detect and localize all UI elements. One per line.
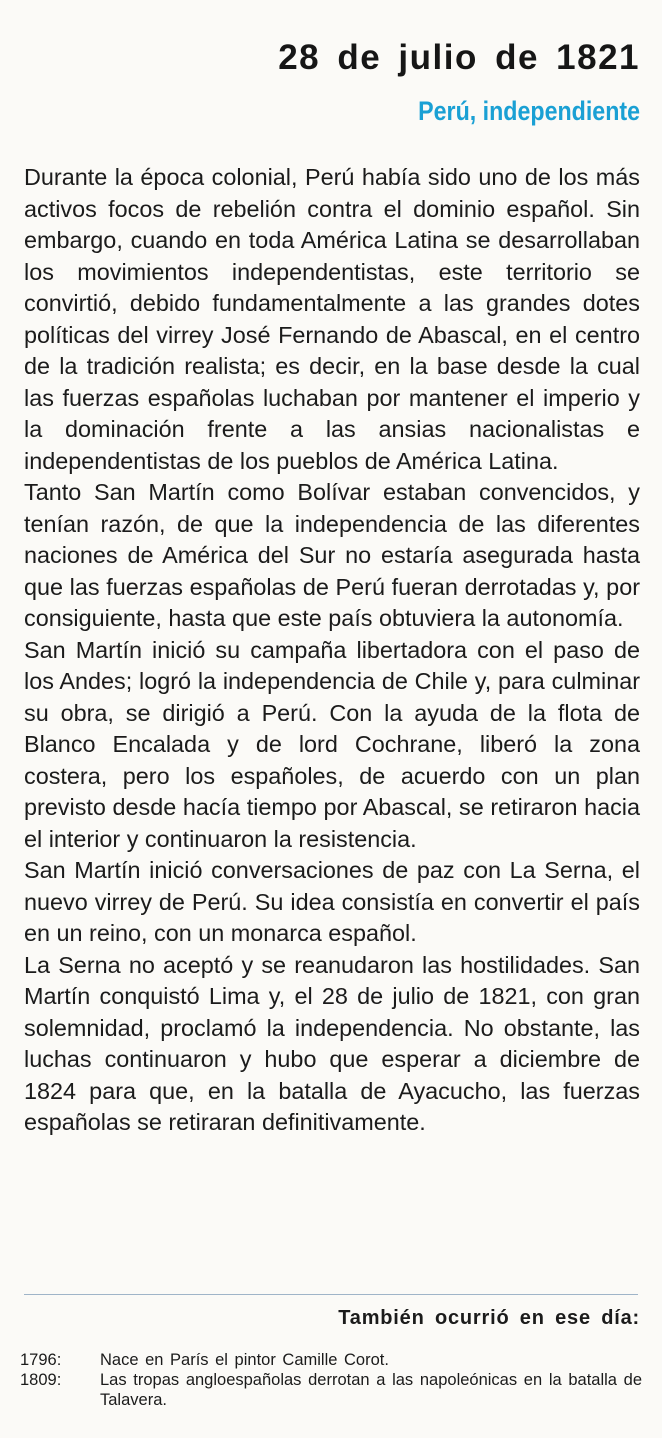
- event-description: Nace en París el pintor Camille Corot.: [100, 1351, 389, 1369]
- event-year: 1796:: [20, 1351, 62, 1369]
- paragraph: Tanto San Martín como Bolívar estaban convencidos, y tenían razón, de que la independencia de las diferentes naciones de América del Sur no estaría asegurada hasta que las fuerzas españolas de Perú fueran derrotadas y, por consiguiente, hasta que este país obtuviera la autonomía.: [24, 479, 640, 631]
- paragraph: Durante la época colonial, Perú había sido uno de los más activos focos de rebelión contra el dominio español. Sin embargo, cuando en toda América Latina se desarrollaban los movimientos independentistas, este territorio se convirtió, debido fundamentalmente a las grandes dotes políticas del virrey José Fernando de Abascal, en el centro de la tradición realista; es decir, en la base desde la cual las fuerzas españolas luchaban por mantener el imperio y la dominación frente a las ansias nacionalistas e independentistas de los pueblos de América Latina.: [24, 164, 640, 474]
- paragraph: La Serna no aceptó y se reanudaron las hostilidades. San Martín conquistó Lima y, el 28 de julio de 1821, con gran solemnidad, proclamó la independencia. No obstante, las luchas continuaron y hubo que esperar a diciembre de 1824 para que, en la batalla de Ayacucho, las fuerzas españolas se retiraran definitivamente.: [24, 951, 640, 1135]
- event-description: Las tropas angloespañolas derrotan a las napoleónicas en la batalla de Talavera.: [100, 1371, 642, 1409]
- also-happened-heading: También ocurrió en ese día:: [338, 1307, 640, 1329]
- event-item: [20, 1370, 642, 1410]
- paragraph: San Martín inició conversaciones de paz con La Serna, el nuevo virrey de Perú. Su idea consistía en convertir el país en un reino, con un monarca español.: [24, 857, 640, 946]
- event-year: 1809:: [20, 1371, 62, 1389]
- date-title: 28 de julio de 1821: [278, 38, 640, 77]
- article-body: [24, 162, 640, 1139]
- events-list: [20, 1350, 642, 1410]
- event-item: [20, 1350, 642, 1370]
- subtitle: Perú, independiente: [418, 96, 640, 126]
- section-divider: [24, 1294, 638, 1295]
- paragraph: San Martín inició su campaña libertadora con el paso de los Andes; logró la independencia de Chile y, para culminar su obra, se dirigió a Perú. Con la ayuda de la flota de Blanco Encalada y de lord Cochrane, liberó la zona costera, pero los españoles, de acuerdo con un plan previsto desde hacía tiempo por Abascal, se retiraron hacia el interior y continuaron la resistencia.: [24, 636, 640, 852]
